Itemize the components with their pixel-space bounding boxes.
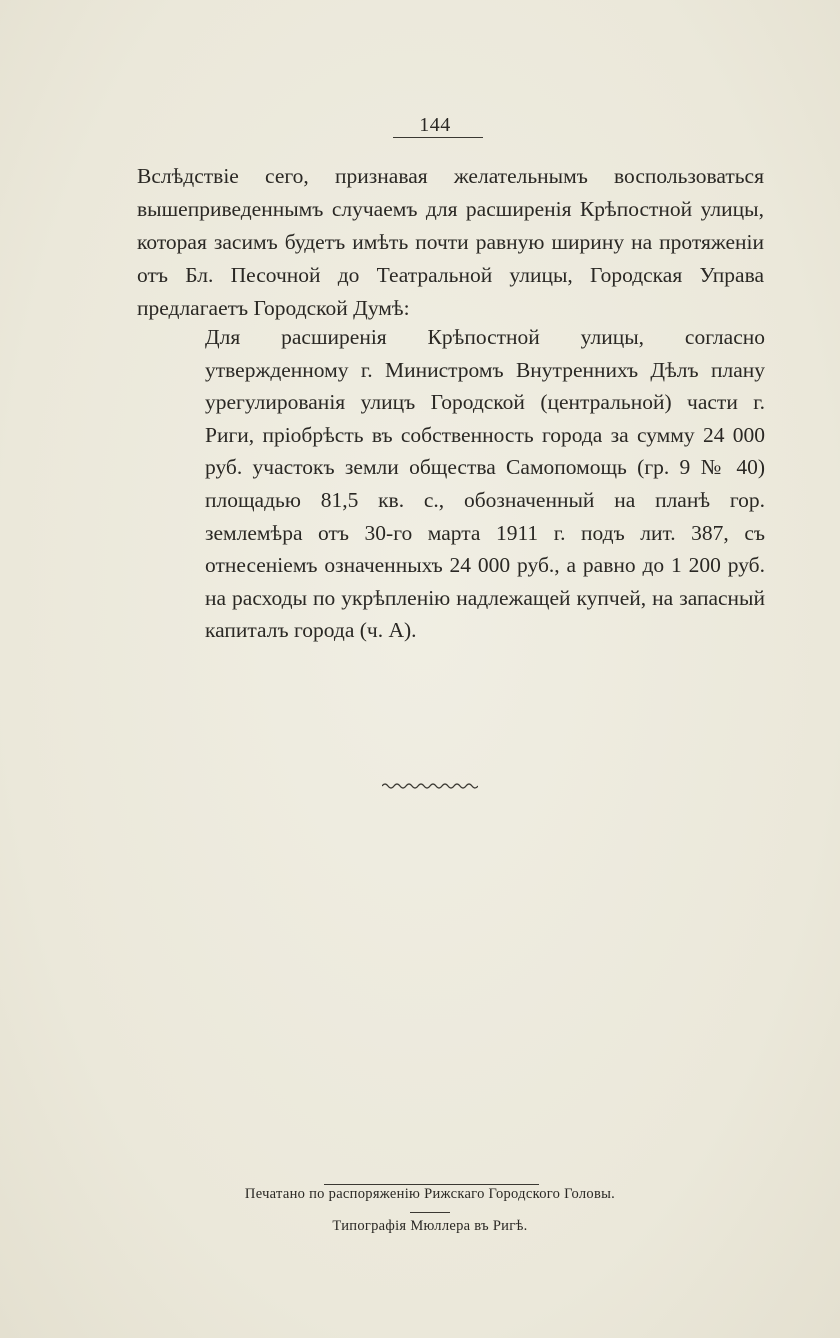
- imprint-short-rule: [410, 1212, 450, 1213]
- imprint-press-line: Типографія Мюллера въ Ригѣ.: [332, 1218, 528, 1234]
- wavy-divider-ornament: [382, 781, 478, 791]
- page-number: 144: [419, 114, 451, 136]
- intro-paragraph: Вслѣдствіе сего, признавая желательнымъ воспользоваться вышеприведеннымъ случаемъ для расширенія Крѣпостной улицы, которая засимъ будетъ имѣть почти равную ширину на протяженіи отъ Бл. Песочной до Театральной улицы, Городская Управа предлагаетъ Городской Думѣ:: [137, 164, 764, 320]
- proposal-paragraph: Для расширенія Крѣпостной улицы, согласно утвержденному г. Министромъ Внутреннихъ Дѣлъ плану урегулированія улицъ Городской (центральной) части г. Риги, пріобрѣсть въ собственность города за сумму 24 000 руб. участокъ земли общества Самопомощь (гр. 9 № 40) площадью 81,5 кв. с., обозначенный на планѣ гор. землемѣра отъ 30-го марта 1911 г. подъ лит. 387, съ отнесеніемъ означенныхъ 24 000 руб., а равно до 1 200 руб. на расходы по укрѣпленію надлежащей купчей, на запасный капиталъ города (ч. А).: [205, 325, 765, 643]
- imprint-order-line: Печатано по распоряженію Рижскаго Городского Головы.: [244, 1186, 616, 1202]
- page-number-rule: [393, 137, 483, 138]
- imprint-rule: [324, 1184, 539, 1185]
